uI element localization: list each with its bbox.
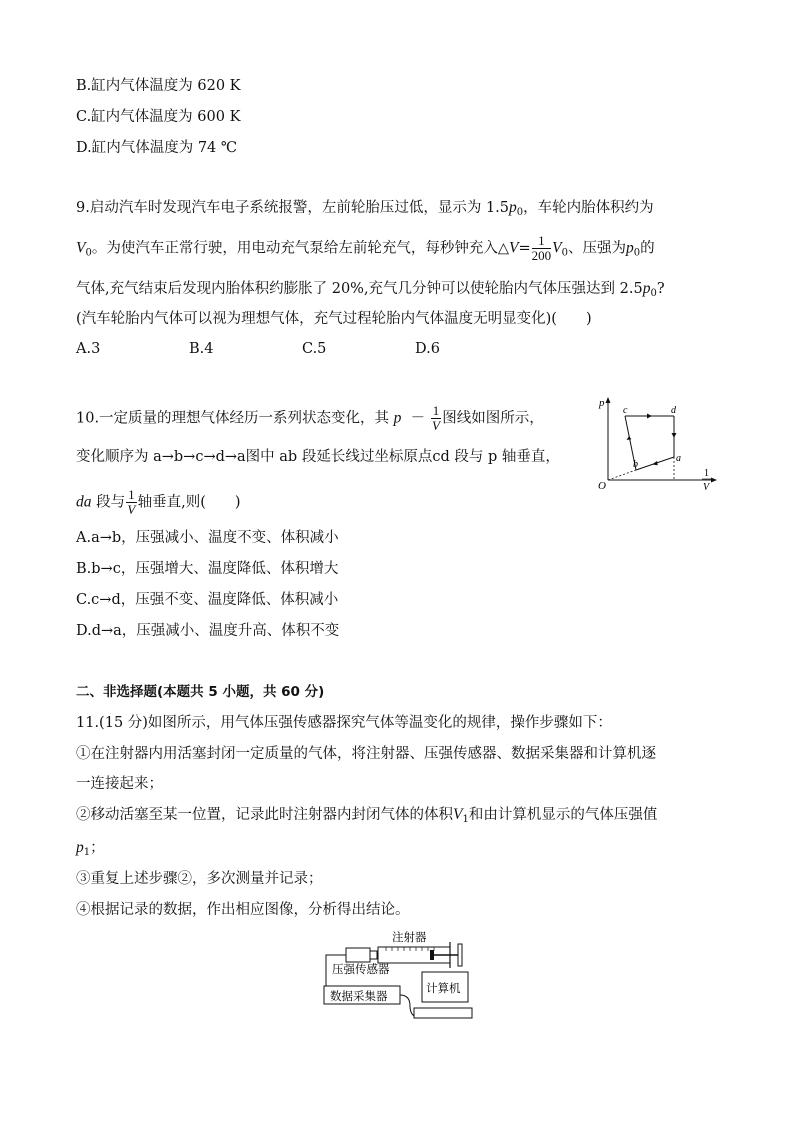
- computer-base: [414, 1008, 472, 1018]
- q10-line-2: 变化顺序为 a→b→c→d→a图中 ab 段延长线过坐标原点cd 段与 p 轴垂直，: [76, 449, 560, 465]
- ab-extension-dashed: [608, 470, 636, 480]
- q9-line-1: 9.启动汽车时发现汽车电子系统报警，左前轮胎压过低，显示为 $1.5p_0$，车轮内胎体积约为: [76, 199, 654, 218]
- q11-step-3: ③重复上述步骤②，多次测量并记录；: [76, 871, 323, 887]
- section-2-title: 二、非选择题(本题共 5 小题，共 60 分): [76, 684, 325, 700]
- piston: [430, 950, 434, 960]
- pressure-sensor-box: [346, 948, 370, 962]
- x-axis-num: 1: [704, 468, 709, 479]
- arrow-cd: [647, 414, 652, 419]
- q9-line-2: $V_0$。为使汽车正常行驶，用电动充气泵给左前轮充气，每秒钟充入△V= $\frac{1}{200}$ $V_0$、压强为$p_0$的: [76, 233, 655, 263]
- point-d-label: d: [671, 405, 676, 416]
- q8-option-b: B.缸内气体温度为 620 K: [76, 78, 241, 94]
- pressure-sensor-label: 压强传感器: [332, 962, 390, 976]
- computer-label: 计算机: [426, 981, 461, 995]
- x-axis-arrow: [711, 478, 717, 483]
- q10-option-c: C.c→d，压强不变、温度降低、体积减小: [76, 592, 339, 608]
- q10-option-a: A.a→b，压强减小、温度不变、体积减小: [76, 530, 339, 546]
- q11-step-1a: ①在注射器内用活塞封闭一定质量的气体，将注射器、压强传感器、数据采集器和计算机逐: [76, 746, 656, 762]
- q9-line-3: 气体,充气结束后发现内胎体积约膨胀了 20%,充气几分钟可以使轮胎内气体压强达到 $2.5p_0$?: [76, 280, 665, 299]
- q10-option-b: B.b→c，压强增大、温度降低、体积增大: [76, 561, 339, 577]
- q10-option-d: D.d→a，压强减小、温度升高、体积不变: [76, 623, 340, 639]
- point-a-label: a: [676, 453, 681, 464]
- q10-line-1: 10.一定质量的理想气体经历一系列状态变化，其 p － $\frac{1}{V}$ 图线如图所示，: [76, 403, 544, 433]
- q10-p-inverse-v-graph: [596, 394, 720, 494]
- q9-line-4: (汽车轮胎内气体可以视为理想气体，充气过程轮胎内气体温度无明显变化)( ): [76, 311, 592, 327]
- p-axis-arrow: [606, 397, 611, 403]
- q10-inverse-v: $\frac{1}{V}$: [432, 403, 440, 433]
- data-collector-label: 数据采集器: [330, 989, 388, 1003]
- q8-option-d: D.缸内气体温度为 74 ℃: [76, 140, 238, 156]
- p-axis-label: p: [599, 397, 605, 409]
- sensor-connector: [370, 951, 377, 959]
- q9-option-a: A.3: [76, 341, 101, 357]
- q9-option-c: C.5: [302, 341, 327, 357]
- q11-step-4: ④根据记录的数据，作出相应图像，分析得出结论。: [76, 902, 410, 918]
- arrow-da: [672, 433, 677, 438]
- origin-label: O: [598, 480, 606, 492]
- syringe-label: 注射器: [392, 930, 427, 944]
- q11-step-2b: $p_1$；: [76, 839, 105, 858]
- q10-inverse-v-2: $\frac{1}{V}$: [127, 487, 136, 517]
- arrow-bc: [627, 436, 632, 440]
- q8-option-c: C.缸内气体温度为 600 K: [76, 109, 241, 125]
- point-b-label: b: [633, 459, 638, 470]
- q9-fraction: $\frac{1}{200}$: [531, 233, 552, 263]
- q11-step-1b: 一连接起来；: [76, 776, 163, 792]
- q11-step-2a: ②移动活塞至某一位置，记录此时注射器内封闭气体的体积$V_1$和由计算机显示的气体压强值: [76, 806, 658, 825]
- q9-option-d: D.6: [415, 341, 440, 357]
- q9-option-b: B.4: [189, 341, 214, 357]
- q11-apparatus-diagram: [318, 926, 478, 1022]
- plunger-handle: [458, 944, 462, 966]
- q10-line-3: da 段与 $\frac{1}{V}$ 轴垂直,则( ): [76, 487, 241, 517]
- q11-line-1: 11.(15 分)如图所示，用气体压强传感器探究气体等温变化的规律，操作步骤如下：: [76, 715, 612, 731]
- point-c-label: c: [623, 405, 628, 416]
- arrow-ab: [652, 461, 658, 465]
- x-axis-den: V: [703, 482, 710, 493]
